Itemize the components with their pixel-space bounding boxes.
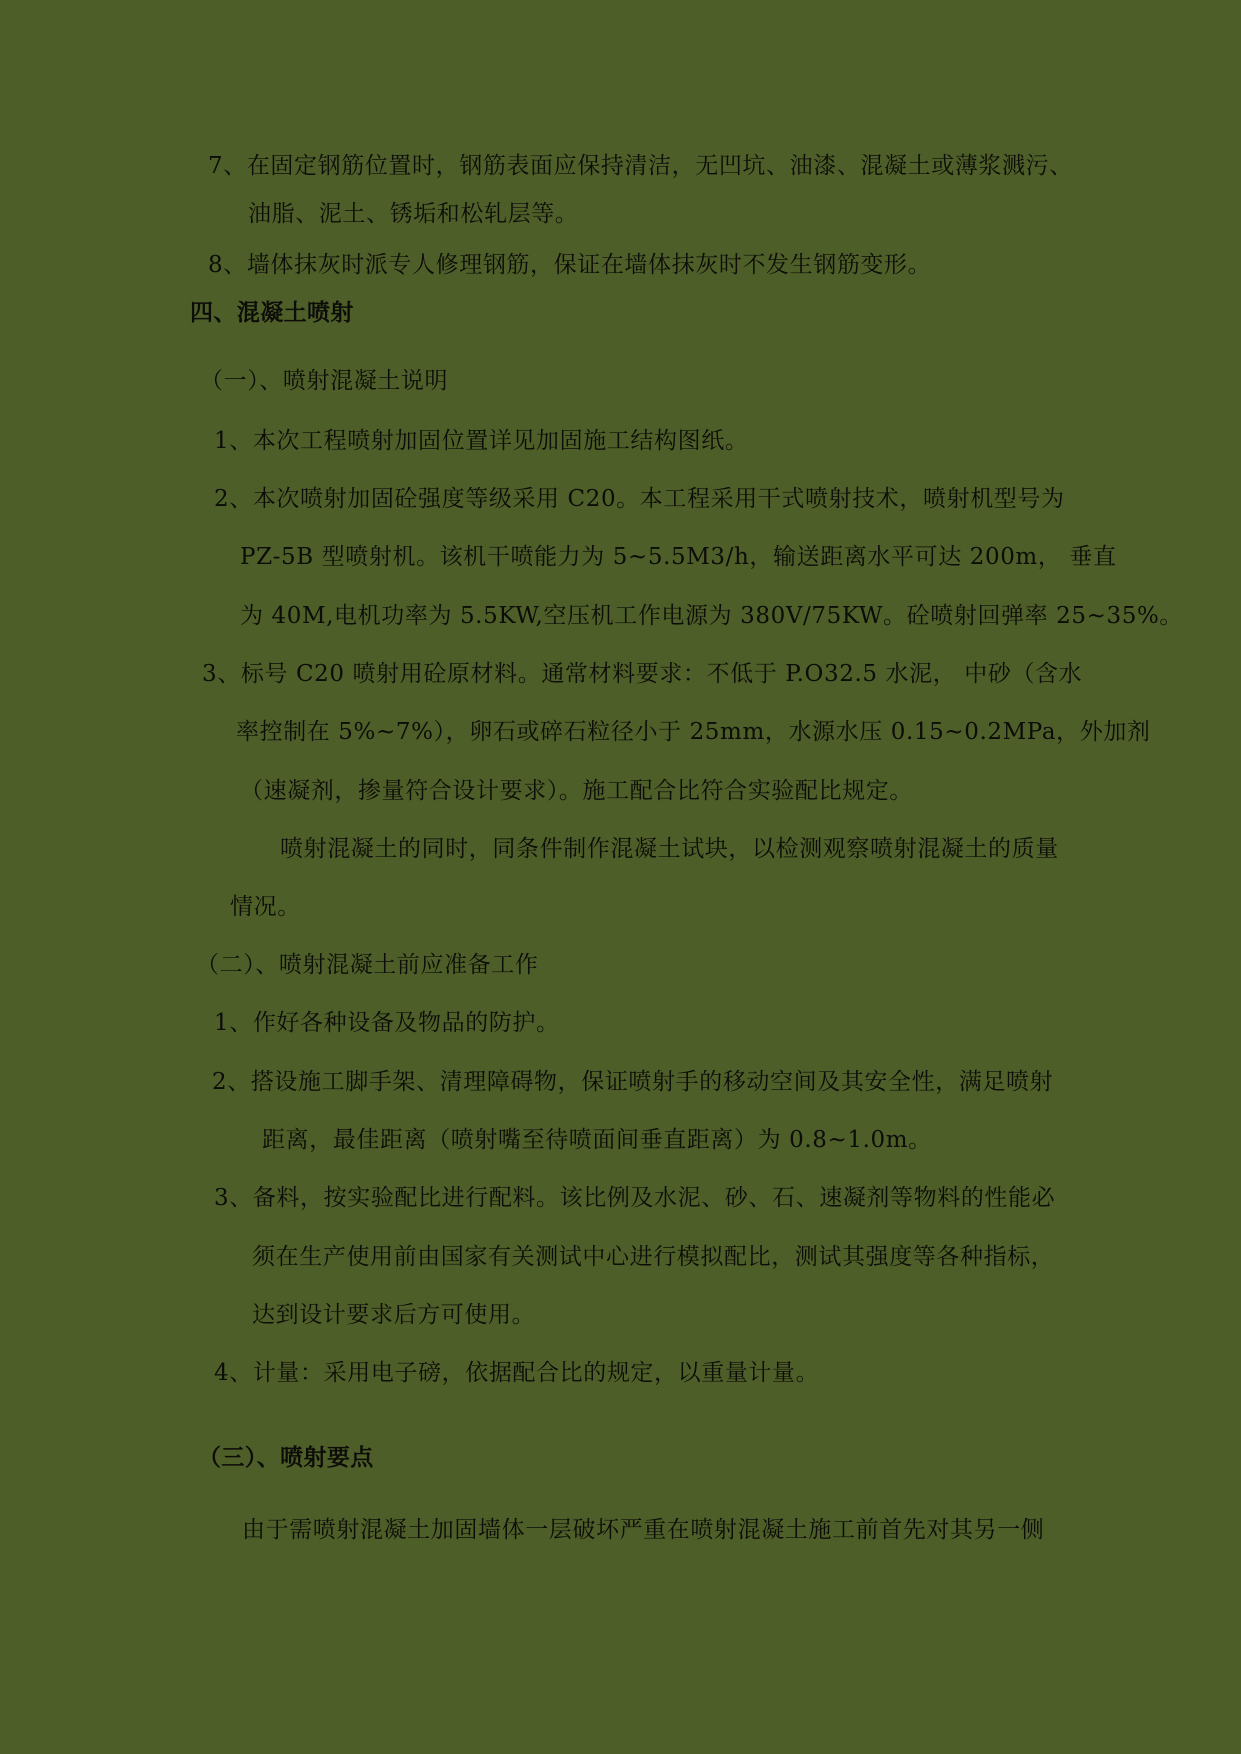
paragraph-continuation: 情况。 — [230, 894, 301, 920]
list-item-3-continuation-1: 须在生产使用前由国家有关测试中心进行模拟配比，测试其强度等各种指标， — [252, 1244, 1055, 1270]
list-item-2: 2、搭设施工脚手架、清理障碍物，保证喷射手的移动空间及其安全性，满足喷射 — [212, 1069, 1054, 1095]
subsection-heading-2: （二）、喷射混凝土前应准备工作 — [196, 952, 539, 978]
subsection-heading-1: （一）、喷射混凝土说明 — [200, 368, 449, 394]
list-item-4: 4、计量：采用电子磅，依据配合比的规定，以重量计量。 — [214, 1360, 820, 1386]
list-item-7-continuation: 油脂、泥土、锈垢和松轧层等。 — [248, 201, 579, 227]
list-item-2: 2、本次喷射加固砼强度等级采用 C20。本工程采用干式喷射技术，喷射机型号为 — [214, 486, 1065, 512]
section-heading-4: 四、混凝土喷射 — [190, 299, 354, 326]
list-item-3-continuation-1: 率控制在 5%~7%），卵石或碎石粒径小于 25mm，水源水压 0.15~0.2MPa，外加剂 — [236, 719, 1151, 745]
list-item-2-continuation-2: 为 40M,电机功率为 5.5KW,空压机工作电源为 380V/75KW。砼喷射回弹率 25~35%。 — [240, 603, 1184, 629]
list-item-2-continuation: 距离，最佳距离（喷射嘴至待喷面间垂直距离）为 0.8~1.0m。 — [262, 1127, 932, 1153]
subsection-heading-3: （三）、喷射要点 — [198, 1444, 374, 1471]
list-item-7: 7、在固定钢筋位置时，钢筋表面应保持清洁，无凹坑、油漆、混凝土或薄浆溅污、 — [208, 153, 1073, 179]
paragraph: 喷射混凝土的同时，同条件制作混凝土试块，以检测观察喷射混凝土的质量 — [280, 836, 1059, 862]
list-item-3-continuation-2: （速凝剂，掺量符合设计要求）。施工配合比符合实验配比规定。 — [240, 778, 913, 804]
list-item-1: 1、本次工程喷射加固位置详见加固施工结构图纸。 — [214, 428, 749, 454]
list-item-3: 3、备料，按实验配比进行配料。该比例及水泥、砂、石、速凝剂等物料的性能必 — [214, 1185, 1056, 1211]
list-item-3: 3、标号 C20 喷射用砼原材料。通常材料要求：不低于 P.O32.5 水泥， 中砂（含水 — [202, 661, 1083, 687]
list-item-1: 1、作好各种设备及物品的防护。 — [214, 1010, 560, 1036]
list-item-8: 8、墙体抹灰时派专人修理钢筋，保证在墙体抹灰时不发生钢筋变形。 — [208, 252, 932, 278]
list-item-2-continuation-1: PZ-5B 型喷射机。该机干喷能力为 5~5.5M3/h，输送距离水平可达 200m， 垂直 — [240, 544, 1117, 570]
list-item-3-continuation-2: 达到设计要求后方可使用。 — [252, 1302, 536, 1328]
paragraph: 由于需喷射混凝土加固墙体一层破坏严重在喷射混凝土施工前首先对其另一侧 — [242, 1517, 1045, 1543]
